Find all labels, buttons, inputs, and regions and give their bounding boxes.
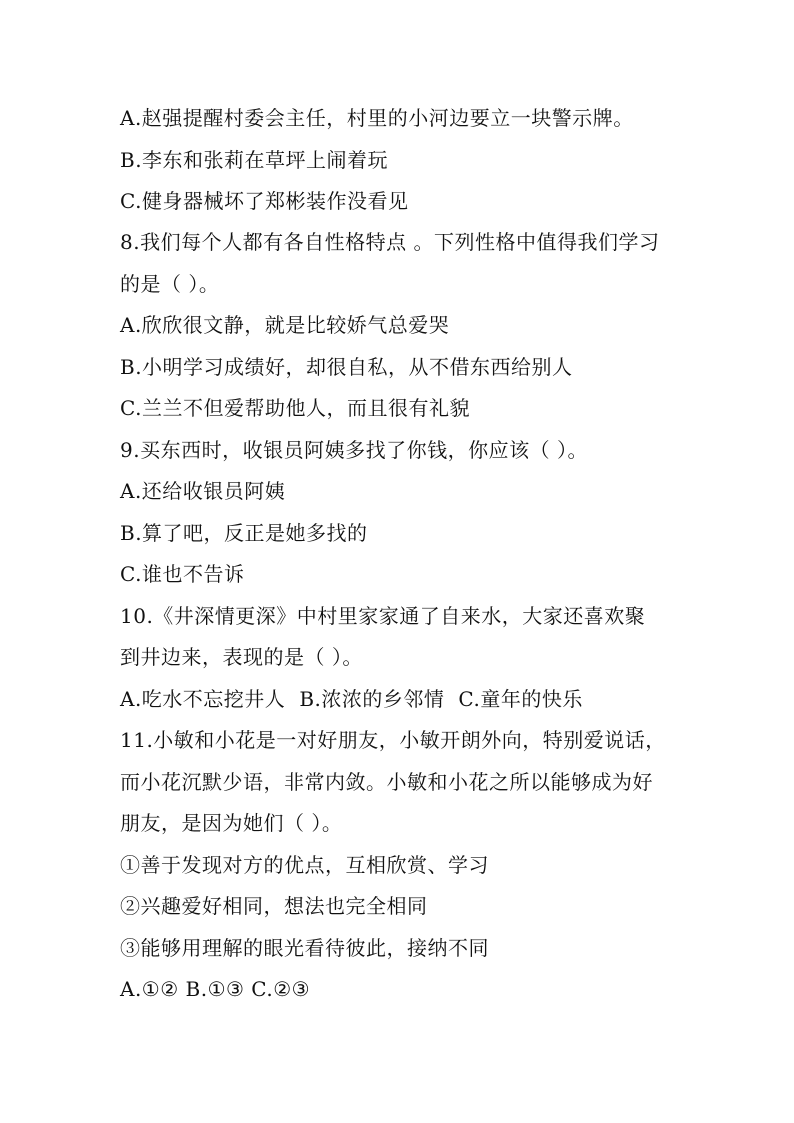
q10-option-b: B.浓浓的乡邻情	[299, 687, 445, 711]
q11-question-line1: 11.小敏和小花是一对好朋友，小敏开朗外向，特别爱说话，	[120, 728, 666, 752]
q10-question-line1: 10.《井深情更深》中村里家家通了自来水，大家还喜欢聚	[120, 604, 646, 628]
q8-option-a: A.欣欣很文静，就是比较娇气总爱哭	[120, 313, 450, 337]
q9-option-a: A.还给收银员阿姨	[120, 479, 286, 503]
q9-option-b: B.算了吧，反正是她多找的	[120, 521, 368, 545]
q10-option-a: A.吃水不忘挖井人	[120, 687, 286, 711]
q8-option-b: B.小明学习成绩好，却很自私，从不借东西给别人	[120, 355, 573, 379]
q11-statement-1: ①善于发现对方的优点，互相欣赏、学习	[120, 853, 489, 877]
q11-question-line3: 朋友，是因为她们（ ）。	[120, 811, 343, 835]
q10-option-c: C.童年的快乐	[458, 687, 583, 711]
q10-question-line2: 到井边来，表现的是（ ）。	[120, 645, 363, 669]
q10-options	[120, 687, 583, 711]
q9-question: 9.买东西时，收银员阿姨多找了你钱，你应该（ ）。	[120, 438, 588, 462]
q11-statement-2: ②兴趣爱好相同，想法也完全相同	[120, 894, 428, 918]
q7-option-c: C.健身器械坏了郑彬装作没看见	[120, 189, 409, 213]
q11-options: A.①② B.①③ C.②③	[120, 977, 311, 1001]
q8-question-line2: 的是（ ）。	[120, 272, 220, 296]
q11-statement-3: ③能够用理解的眼光看待彼此，接纳不同	[120, 936, 489, 960]
q7-option-b: B.李东和张莉在草坪上闹着玩	[120, 148, 389, 172]
q9-option-c: C.谁也不告诉	[120, 562, 245, 586]
q11-question-line2: 而小花沉默少语，非常内敛。小敏和小花之所以能够成为好	[120, 770, 653, 794]
q8-option-c: C.兰兰不但爱帮助他人，而且很有礼貌	[120, 396, 470, 420]
q7-option-a: A.赵强提醒村委会主任，村里的小河边要立一块警示牌。	[120, 106, 634, 130]
q8-question-line1: 8.我们每个人都有各自性格特点 。下列性格中值得我们学习	[120, 230, 660, 254]
